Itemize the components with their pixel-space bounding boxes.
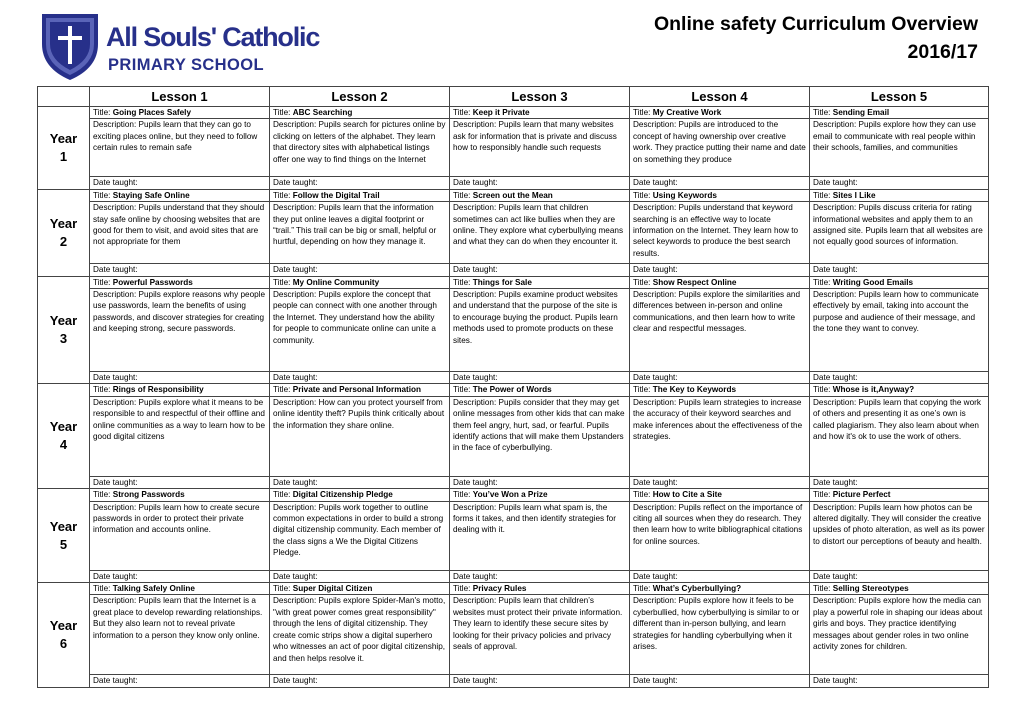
lesson-description: Pupils explore how the media can play a powerful role in shaping our ideas about girls and boys. They practice identifying messages about gender roles in two online activity zones for children. (813, 596, 983, 652)
lesson-description: Pupils learn what spam is, the forms it takes, and then identify strategies for dealing with it. (453, 502, 616, 535)
description-prefix: Description: (633, 203, 677, 213)
lesson-title: The Power of Words (472, 385, 552, 395)
date-taught-cell[interactable]: Date taught: (810, 372, 989, 384)
lesson-description-cell (90, 289, 270, 372)
lesson-header: Lesson 4 (630, 87, 810, 107)
lesson-title-cell (630, 384, 810, 396)
lesson-title: How to Cite a Site (652, 490, 722, 500)
description-prefix: Description: (273, 290, 317, 300)
lesson-description: Pupils learn that children’s websites must protect their private information. They learn to identify these secure sites by looking for their privacy policies and privacy seals of approval. (453, 596, 623, 652)
lesson-title-cell (90, 489, 270, 501)
lesson-title: What’s Cyberbullying? (652, 584, 742, 594)
lesson-title: Talking Safely Online (112, 584, 195, 594)
lesson-description-cell (630, 289, 810, 372)
lesson-description-cell (810, 595, 989, 675)
lesson-title: Going Places Safely (112, 108, 192, 117)
year-label (38, 384, 90, 489)
year-label-number: 6 (59, 635, 68, 651)
lesson-title-cell (270, 189, 450, 201)
lesson-description-cell (270, 202, 450, 264)
title-prefix: Title: (813, 385, 831, 395)
lesson-description-cell (90, 119, 270, 177)
lesson-description-cell (90, 501, 270, 570)
lesson-title: The Key to Keywords (652, 385, 736, 395)
title-prefix: Title: (813, 190, 831, 200)
lesson-description: Pupils explore Spider-Man's motto, "with great power comes great responsibility" through the lens of digital citizenship. They create comic strips show a digital superhero who witnesses an act of poor digital citizenship, and then helps resolve it. (273, 596, 446, 663)
lesson-description: Pupils learn that copying the work of others and presenting it as one’s own is called plagiarism. They also learn about when and how it's ok to use the work of others. (813, 397, 981, 442)
description-prefix: Description: (273, 397, 317, 407)
date-taught-cell[interactable]: Date taught: (90, 675, 270, 687)
description-prefix: Description: (633, 120, 677, 130)
description-prefix: Description: (813, 596, 857, 606)
year-label (38, 276, 90, 384)
page-title-line2: 2016/17 (907, 41, 978, 63)
lesson-title: Selling Stereotypes (832, 584, 909, 594)
title-prefix: Title: (93, 385, 111, 395)
title-prefix: Title: (633, 385, 651, 395)
lesson-title-cell (90, 276, 270, 288)
lesson-title-cell (450, 489, 630, 501)
lesson-description: Pupils learn how photos can be altered digitally. They will consider the creative upsides of photo alteration, as well as its power to distort our perceptions of beauty and health. (813, 502, 985, 546)
year-label-number: 2 (59, 233, 68, 249)
lesson-description-cell (450, 595, 630, 675)
lesson-title: Strong Passwords (112, 490, 185, 500)
title-prefix: Title: (453, 584, 471, 594)
title-prefix: Title: (93, 277, 111, 287)
lesson-title-cell (450, 276, 630, 288)
lesson-description: Pupils learn that many websites ask for information that is private and discuss how to responsibly handle such requests (453, 120, 617, 153)
lesson-title-cell (630, 107, 810, 119)
lesson-title-cell (270, 489, 450, 501)
description-row (38, 595, 989, 675)
date-taught-cell[interactable]: Date taught: (270, 372, 450, 384)
title-prefix: Title: (633, 108, 651, 117)
lesson-title-cell (630, 583, 810, 595)
date-taught-cell[interactable]: Date taught: (810, 675, 989, 687)
description-prefix: Description: (633, 502, 677, 512)
title-prefix: Title: (813, 490, 831, 500)
title-prefix: Title: (633, 584, 651, 594)
lesson-description: Pupils explore how it feels to be cyberbullied, how cyberbullying is similar to or different than in-person bullying, and learn strategies for handling cyberbullying when it arises. (633, 596, 800, 652)
lesson-description-cell (810, 202, 989, 264)
title-row (38, 583, 989, 595)
description-row (38, 396, 989, 476)
school-logo (38, 10, 320, 82)
description-prefix: Description: (453, 120, 497, 130)
date-taught-cell[interactable]: Date taught: (270, 476, 450, 488)
lesson-description-cell (270, 501, 450, 570)
title-row (38, 384, 989, 396)
lesson-title-cell (270, 583, 450, 595)
year-label (38, 583, 90, 688)
lesson-description-cell (810, 501, 989, 570)
description-prefix: Description: (633, 596, 677, 606)
lesson-title-cell (810, 489, 989, 501)
description-prefix: Description: (93, 397, 137, 407)
date-taught-cell[interactable]: Date taught: (630, 675, 810, 687)
lesson-description: Pupils explore reasons why people use passwords, learn the benefits of using passwords, and discover strategies for creating and keeping strong, secure passwords. (93, 290, 266, 334)
lesson-title: Private and Personal Information (292, 385, 422, 395)
lesson-title: You’ve Won a Prize (472, 490, 548, 500)
lesson-description-cell (450, 289, 630, 372)
description-prefix: Description: (633, 397, 677, 407)
title-prefix: Title: (813, 108, 831, 117)
lesson-header: Lesson 2 (270, 87, 450, 107)
year-label-word: Year (49, 518, 78, 534)
lesson-title-cell (270, 276, 450, 288)
title-prefix: Title: (273, 490, 291, 500)
date-taught-row (38, 476, 989, 488)
title-row (38, 189, 989, 201)
description-prefix: Description: (813, 290, 857, 300)
description-prefix: Description: (93, 203, 137, 213)
lesson-title-cell (810, 276, 989, 288)
lesson-description: Pupils reflect on the importance of citing all sources when they do research. They then learn how to write bibliographical citations for online sources. (633, 502, 803, 546)
lesson-title: Screen out the Mean (472, 190, 553, 200)
date-taught-cell[interactable]: Date taught: (450, 372, 630, 384)
lesson-description-cell (270, 119, 450, 177)
description-prefix: Description: (93, 120, 137, 130)
date-taught-cell[interactable]: Date taught: (270, 570, 450, 582)
lesson-description: Pupils search for pictures online by clicking on letters of the alphabet. They learn that directory sites with alphabetical listings offer one way to find things on the Internet (273, 120, 446, 164)
description-prefix: Description: (273, 502, 317, 512)
title-prefix: Title: (273, 190, 291, 200)
lesson-title: ABC Searching (292, 108, 353, 117)
lesson-description-cell (630, 202, 810, 264)
title-prefix: Title: (633, 490, 651, 500)
lesson-title: Things for Sale (472, 277, 532, 287)
lesson-description: Pupils learn strategies to increase the accuracy of their keyword searches and make inferences about the effectiveness of the strategies. (633, 397, 803, 442)
date-taught-cell[interactable]: Date taught: (270, 675, 450, 687)
lesson-description-cell (270, 289, 450, 372)
date-taught-cell[interactable]: Date taught: (270, 264, 450, 276)
year-label (38, 489, 90, 583)
lesson-title: Sites I Like (832, 190, 876, 200)
lesson-header-row (38, 87, 989, 107)
description-row (38, 501, 989, 570)
date-taught-cell[interactable]: Date taught: (630, 177, 810, 189)
description-prefix: Description: (813, 502, 857, 512)
date-taught-cell[interactable]: Date taught: (270, 177, 450, 189)
date-taught-cell[interactable]: Date taught: (90, 476, 270, 488)
description-row (38, 289, 989, 372)
lesson-description-cell (270, 595, 450, 675)
date-taught-cell[interactable]: Date taught: (90, 264, 270, 276)
page-title-line1: Online safety Curriculum Overview (653, 13, 978, 35)
lesson-title: Digital Citizenship Pledge (292, 490, 393, 500)
description-prefix: Description: (813, 397, 857, 407)
lesson-title: Writing Good Emails (832, 277, 914, 287)
description-prefix: Description: (273, 120, 317, 130)
lesson-description-cell (450, 396, 630, 476)
lesson-header: Lesson 1 (90, 87, 270, 107)
year-label-word: Year (49, 130, 78, 146)
lesson-title-cell (450, 583, 630, 595)
lesson-description: Pupils explore the similarities and differences between in-person and online communications, and then learn how to write clear and respectful messages. (633, 290, 801, 334)
lesson-description: Pupils explore the concept that people can connect with one another through the Internet. They understand how the ability for people to communicate online can unite a community. (273, 290, 437, 345)
title-prefix: Title: (453, 108, 471, 117)
lesson-description: Pupils understand that keyword searching is an effective way to locate information on the Internet. They learn how to select keywords to produce the best search results. (633, 203, 799, 258)
lesson-title-cell (450, 384, 630, 396)
date-taught-cell[interactable]: Date taught: (630, 476, 810, 488)
lesson-title-cell (90, 384, 270, 396)
lesson-title: My Online Community (292, 277, 380, 287)
year-label-word: Year (49, 419, 78, 435)
lesson-title-cell (450, 189, 630, 201)
description-prefix: Description: (633, 290, 677, 300)
description-prefix: Description: (93, 502, 137, 512)
lesson-description: Pupils learn how to create secure passwords in order to protect their private information and accounts online. (93, 502, 260, 535)
lesson-title: Powerful Passwords (112, 277, 193, 287)
lesson-description: Pupils examine product websites and understand that the purpose of the site is to encourage buying the product. Pupils learn methods used to promote products on these sites. (453, 290, 618, 345)
lesson-description-cell (630, 501, 810, 570)
lesson-title-cell (90, 107, 270, 119)
corner-cell (38, 87, 90, 107)
lesson-description-cell (90, 595, 270, 675)
lesson-description-cell (810, 119, 989, 177)
lesson-title-cell (810, 189, 989, 201)
date-taught-cell[interactable]: Date taught: (810, 570, 989, 582)
lesson-description-cell (90, 202, 270, 264)
description-prefix: Description: (93, 596, 137, 606)
page-title (654, 10, 978, 66)
year-label-number: 3 (59, 331, 68, 347)
date-taught-row (38, 675, 989, 687)
description-prefix: Description: (813, 120, 857, 130)
lesson-title: Picture Perfect (832, 490, 891, 500)
description-prefix: Description: (453, 290, 497, 300)
lesson-description-cell (630, 119, 810, 177)
lesson-description-cell (450, 119, 630, 177)
curriculum-body (38, 107, 989, 688)
school-subtitle: PRIMARY SCHOOL (108, 56, 264, 74)
title-prefix: Title: (453, 277, 471, 287)
lesson-description: Pupils learn that the information they put online leaves a digital footprint or “trail.” This trail can be big or small, helpful or hurtful, depending on how they manage it. (273, 203, 437, 247)
date-taught-cell[interactable]: Date taught: (810, 264, 989, 276)
description-prefix: Description: (453, 397, 497, 407)
description-prefix: Description: (453, 203, 497, 213)
lesson-title: Keep it Private (472, 108, 530, 117)
date-taught-cell[interactable]: Date taught: (630, 372, 810, 384)
description-row (38, 202, 989, 264)
date-taught-cell[interactable]: Date taught: (810, 177, 989, 189)
date-taught-cell[interactable]: Date taught: (630, 570, 810, 582)
lesson-title-cell (270, 384, 450, 396)
description-prefix: Description: (273, 203, 317, 213)
lesson-description-cell (810, 289, 989, 372)
year-label (38, 189, 90, 276)
date-taught-cell[interactable]: Date taught: (450, 264, 630, 276)
title-prefix: Title: (273, 108, 291, 117)
description-prefix: Description: (453, 596, 497, 606)
lesson-description: Pupils learn that children sometimes can act like bullies when they are online. They explore what cyberbullying means and what they can do when they encounter it. (453, 203, 624, 247)
title-prefix: Title: (453, 190, 471, 200)
lesson-description: Pupils consider that they may get online messages from other kids that can make them feel angry, hurt, sad, or fearful. Pupils identify actions that will make them Upstanders in the face of cyberbullying. (453, 397, 625, 453)
lesson-title-cell (810, 107, 989, 119)
school-name: All Souls' Catholic (106, 22, 320, 52)
title-prefix: Title: (813, 584, 831, 594)
lesson-title: Using Keywords (652, 190, 717, 200)
title-row (38, 276, 989, 288)
date-taught-row (38, 570, 989, 582)
date-taught-cell[interactable]: Date taught: (450, 177, 630, 189)
lesson-title-cell (630, 189, 810, 201)
title-prefix: Title: (93, 108, 111, 117)
lesson-description: Pupils explore how they can use email to communicate with real people within their schools, families, and communities (813, 120, 976, 153)
date-taught-cell[interactable]: Date taught: (810, 476, 989, 488)
lesson-description-cell (270, 396, 450, 476)
title-prefix: Title: (813, 277, 831, 287)
lesson-description-cell (630, 396, 810, 476)
year-label-number: 4 (59, 437, 68, 453)
lesson-title: Show Respect Online (652, 277, 737, 287)
title-prefix: Title: (273, 277, 291, 287)
year-label-word: Year (49, 617, 78, 633)
year-label-number: 1 (59, 148, 68, 164)
lesson-title: Whose is it,Anyway? (832, 385, 915, 395)
lesson-description-cell (810, 396, 989, 476)
description-prefix: Description: (453, 502, 497, 512)
title-prefix: Title: (273, 584, 291, 594)
date-taught-cell[interactable]: Date taught: (90, 570, 270, 582)
lesson-title: Privacy Rules (472, 584, 527, 594)
lesson-title-cell (90, 583, 270, 595)
lesson-title-cell (270, 107, 450, 119)
lesson-description: Pupils explore what it means to be responsible to and respectful of their offline and online communities as a way to learn how to be good digital citizens (93, 397, 266, 442)
lesson-title: Staying Safe Online (112, 190, 190, 200)
title-prefix: Title: (633, 277, 651, 287)
date-taught-cell[interactable]: Date taught: (90, 177, 270, 189)
lesson-description-cell (90, 396, 270, 476)
description-prefix: Description: (813, 203, 857, 213)
title-prefix: Title: (453, 490, 471, 500)
title-prefix: Title: (93, 190, 111, 200)
title-prefix: Title: (93, 584, 111, 594)
lesson-header: Lesson 3 (450, 87, 630, 107)
date-taught-cell[interactable]: Date taught: (450, 570, 630, 582)
lesson-description-cell (630, 595, 810, 675)
lesson-title: My Creative Work (652, 108, 722, 117)
lesson-title: Sending Email (832, 108, 890, 117)
date-taught-cell[interactable]: Date taught: (450, 675, 630, 687)
lesson-title-cell (450, 107, 630, 119)
title-prefix: Title: (633, 190, 651, 200)
date-taught-cell[interactable]: Date taught: (90, 372, 270, 384)
description-row (38, 119, 989, 177)
lesson-title-cell (810, 583, 989, 595)
title-row (38, 107, 989, 119)
lesson-description: Pupils are introduced to the concept of having ownership over creative work. They practice putting their name and date on something they produce (633, 120, 806, 164)
lesson-title: Follow the Digital Trail (292, 190, 380, 200)
lesson-title: Rings of Responsibility (112, 385, 204, 395)
lesson-title-cell (810, 384, 989, 396)
lesson-title-cell (90, 189, 270, 201)
lesson-title-cell (630, 276, 810, 288)
date-taught-row (38, 372, 989, 384)
lesson-header: Lesson 5 (810, 87, 989, 107)
year-label (38, 107, 90, 190)
lesson-description: Pupils learn that they can go to exciting places online, but they need to follow certain rules to remain safe (93, 120, 258, 153)
title-prefix: Title: (93, 490, 111, 500)
description-prefix: Description: (273, 596, 317, 606)
lesson-description: Pupils discuss criteria for rating informational websites and apply them to an assigned site. Pupils learn that all websites are not equally good sources of information. (813, 203, 983, 247)
school-crest-icon (38, 10, 102, 82)
date-taught-cell[interactable]: Date taught: (630, 264, 810, 276)
lesson-description: Pupils learn how to communicate effectively by email, taking into account the purpose and audience of their message, and the tone they want to convey. (813, 290, 979, 334)
description-prefix: Description: (93, 290, 137, 300)
lesson-description: Pupils learn that the Internet is a great place to develop rewarding relationships. But they also learn not to reveal private information to a person they know only online. (93, 596, 263, 640)
year-label-number: 5 (59, 536, 68, 552)
date-taught-row (38, 264, 989, 276)
lesson-title-cell (630, 489, 810, 501)
curriculum-table (37, 86, 989, 688)
lesson-description: How can you protect yourself from online identity theft? Pupils think critically about the information they share online. (273, 397, 445, 430)
date-taught-row (38, 177, 989, 189)
year-label-word: Year (49, 313, 78, 329)
lesson-description: Pupils understand that they should stay safe online by choosing websites that are good for them to visit, and avoid sites that are not appropriate for them (93, 203, 265, 247)
year-label-word: Year (49, 215, 78, 231)
lesson-description: Pupils work together to outline common expectations in order to build a strong digital citizenship community. Each member of the class signs a We the Digital Citizens Pledge. (273, 502, 444, 558)
title-row (38, 489, 989, 501)
title-prefix: Title: (273, 385, 291, 395)
lesson-description-cell (450, 501, 630, 570)
date-taught-cell[interactable]: Date taught: (450, 476, 630, 488)
lesson-title: Super Digital Citizen (292, 584, 373, 594)
title-prefix: Title: (453, 385, 471, 395)
lesson-description-cell (450, 202, 630, 264)
